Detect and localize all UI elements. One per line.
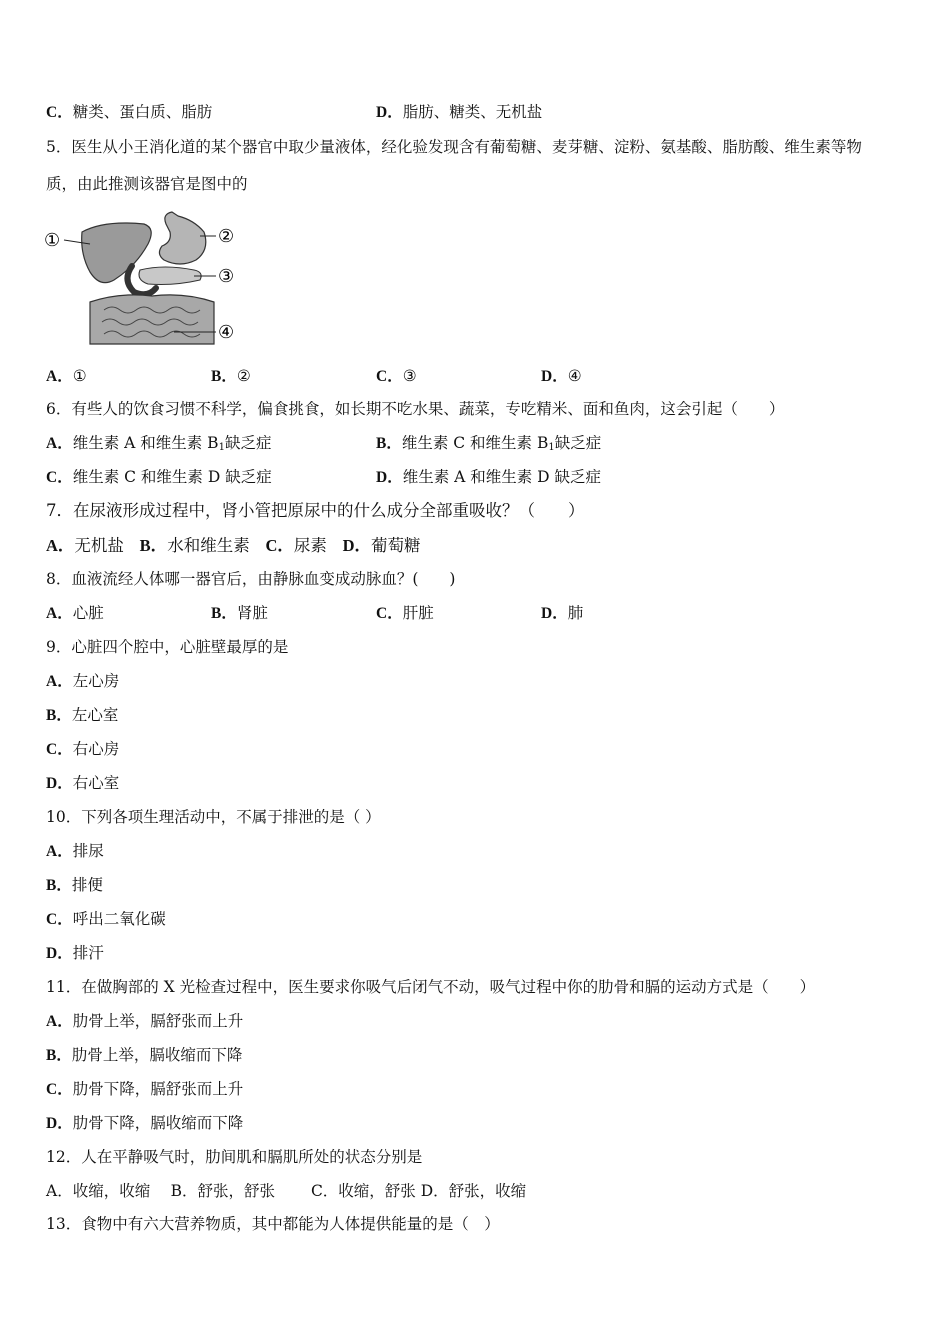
option-text: ③ xyxy=(402,367,417,385)
q13-stem: 13．食物中有六大营养物质，其中都能为人体提供能量的是（ ） xyxy=(46,1215,500,1233)
q11-option-c[interactable] xyxy=(46,1079,243,1100)
option-label: A． xyxy=(46,605,73,622)
q8-option-b[interactable] xyxy=(211,603,268,624)
option-label: B． xyxy=(211,605,237,622)
option-text: 右心室 xyxy=(72,774,120,792)
option-label: A． xyxy=(46,673,73,690)
q7-options xyxy=(46,536,421,556)
q10-option-c[interactable] xyxy=(46,909,166,930)
q11-stem: 11．在做胸部的 X 光检查过程中，医生要求你吸气后闭气不动，吸气过程中你的肋骨和膈的运动方式是（ ） xyxy=(46,978,816,996)
q7-option-d[interactable] xyxy=(343,536,421,555)
option-text: 肝脏 xyxy=(402,604,434,622)
pancreas-shape xyxy=(139,267,201,285)
option-text: 右心房 xyxy=(72,740,120,758)
option-label: D． xyxy=(376,469,403,486)
q6-option-b[interactable] xyxy=(376,433,601,458)
option-text: 水和维生素 xyxy=(167,536,250,555)
option-label: D． xyxy=(46,945,73,962)
q5-option-a[interactable] xyxy=(46,366,87,387)
figure-label-3: ③ xyxy=(218,266,235,287)
option-label: B． xyxy=(211,368,237,385)
option-text: 肺 xyxy=(567,604,584,622)
option-label: D． xyxy=(342,536,372,555)
q8-stem: 8．血液流经人体哪一器官后，由静脉血变成动脉血？( ) xyxy=(46,570,456,588)
option-label: C． xyxy=(46,469,73,486)
q4-option-c[interactable] xyxy=(46,102,212,123)
option-label: D． xyxy=(46,775,73,792)
q9-stem: 9．心脏四个腔中，心脏壁最厚的是 xyxy=(46,638,289,656)
q8-option-c[interactable] xyxy=(376,603,434,624)
option-text: 无机盐 xyxy=(74,536,124,555)
q5-option-d[interactable] xyxy=(541,366,582,387)
q6-stem: 6．有些人的饮食习惯不科学，偏食挑食，如长期不吃水果、蔬菜，专吃精米、面和鱼肉，这会引起（ ） xyxy=(46,400,785,418)
option-text: 肋骨上举，膈收缩而下降 xyxy=(71,1046,243,1064)
option-text: ① xyxy=(72,367,87,385)
option-text: 糖类、蛋白质、脂肪 xyxy=(72,103,213,121)
option-text: 心脏 xyxy=(72,604,104,622)
q10-stem: 10．下列各项生理活动中，不属于排泄的是（ ） xyxy=(46,808,381,826)
option-label: A． xyxy=(46,435,73,452)
option-text: 左心房 xyxy=(72,672,120,690)
figure-label-4: ④ xyxy=(218,322,235,343)
option-label: B． xyxy=(139,536,168,555)
option-text: 排便 xyxy=(71,876,103,894)
q12-options[interactable]: A．收缩，收缩 B．舒张，舒张 C．收缩，舒张 D．舒张，收缩 xyxy=(46,1182,527,1200)
q10-option-d[interactable] xyxy=(46,943,104,964)
q8-option-a[interactable] xyxy=(46,603,104,624)
q10-option-b[interactable] xyxy=(46,875,103,896)
option-text: 呼出二氧化碳 xyxy=(72,910,166,928)
q12-stem: 12．人在平静吸气时，肋间肌和膈肌所处的状态分别是 xyxy=(46,1148,423,1166)
q7-option-b[interactable] xyxy=(140,536,250,555)
option-label: C． xyxy=(265,536,294,555)
option-text: 肾脏 xyxy=(236,604,268,622)
q4-option-d[interactable] xyxy=(376,102,542,123)
option-text: 排尿 xyxy=(72,842,104,860)
option-text: 肋骨下降，膈收缩而下降 xyxy=(72,1114,244,1132)
figure-label-1: ① xyxy=(44,230,61,251)
q11-option-a[interactable] xyxy=(46,1011,243,1032)
option-label: C． xyxy=(376,605,403,622)
q5-stem-line2: 质，由此推测该器官是图中的 xyxy=(46,175,248,193)
option-label: D． xyxy=(541,605,568,622)
q5-stem-line1: 5．医生从小王消化道的某个器官中取少量液体，经化验发现含有葡萄糖、麦芽糖、淀粉、氨基酸、脂肪酸、维生素等物 xyxy=(46,138,862,156)
option-text: 脂肪、糖类、无机盐 xyxy=(402,103,543,121)
option-text: 左心室 xyxy=(71,706,119,724)
q7-stem: 7．在尿液形成过程中，肾小管把原尿中的什么成分全部重吸收？（ ） xyxy=(46,501,585,520)
option-text: 维生素 A 和维生素 D 缺乏症 xyxy=(402,468,602,486)
option-text: 维生素 A 和维生素 B xyxy=(72,434,219,452)
option-text: 排汗 xyxy=(72,944,104,962)
q11-option-b[interactable] xyxy=(46,1045,242,1066)
option-label: C． xyxy=(46,1081,73,1098)
option-label: D． xyxy=(46,1115,73,1132)
option-label: C． xyxy=(46,741,73,758)
option-text: ② xyxy=(236,367,251,385)
stomach-shape xyxy=(159,212,205,264)
figure-label-2: ② xyxy=(218,226,235,247)
q8-option-d[interactable] xyxy=(541,603,583,624)
subscript: 1 xyxy=(218,442,225,453)
q5-option-b[interactable] xyxy=(211,366,251,387)
option-text: 维生素 C 和维生素 B xyxy=(401,434,549,452)
option-label: A． xyxy=(46,536,75,555)
option-label: D． xyxy=(376,104,403,121)
q9-option-b[interactable] xyxy=(46,705,118,726)
option-text-tail: 缺乏症 xyxy=(224,434,272,452)
option-label: A． xyxy=(46,368,73,385)
q7-option-a[interactable] xyxy=(46,536,124,555)
digestive-organs-illustration xyxy=(44,210,244,350)
q9-option-c[interactable] xyxy=(46,739,119,760)
option-label: C． xyxy=(46,104,73,121)
q5-option-c[interactable] xyxy=(376,366,417,387)
subscript: 1 xyxy=(548,442,555,453)
q6-option-a[interactable] xyxy=(46,433,271,458)
q6-option-d[interactable] xyxy=(376,467,601,488)
q9-option-d[interactable] xyxy=(46,773,119,794)
option-label: C． xyxy=(46,911,73,928)
option-text: 肋骨下降，膈舒张而上升 xyxy=(72,1080,244,1098)
option-label: B． xyxy=(376,435,402,452)
option-label: A． xyxy=(46,1013,73,1030)
option-text: 维生素 C 和维生素 D 缺乏症 xyxy=(72,468,272,486)
digestive-system-figure xyxy=(44,210,244,350)
q9-option-a[interactable] xyxy=(46,671,119,692)
option-label: C． xyxy=(376,368,403,385)
option-text: ④ xyxy=(567,367,582,385)
option-text-tail: 缺乏症 xyxy=(554,434,602,452)
q7-option-c[interactable] xyxy=(265,536,326,555)
option-label: B． xyxy=(46,707,72,724)
option-label: A． xyxy=(46,843,73,860)
option-label: D． xyxy=(541,368,568,385)
option-label: B． xyxy=(46,877,72,894)
option-text: 尿素 xyxy=(293,536,327,555)
q10-option-a[interactable] xyxy=(46,841,104,862)
option-label: B． xyxy=(46,1047,72,1064)
option-text: 葡萄糖 xyxy=(371,536,421,555)
q11-option-d[interactable] xyxy=(46,1113,243,1134)
option-text: 肋骨上举，膈舒张而上升 xyxy=(72,1012,244,1030)
q6-option-c[interactable] xyxy=(46,467,272,488)
